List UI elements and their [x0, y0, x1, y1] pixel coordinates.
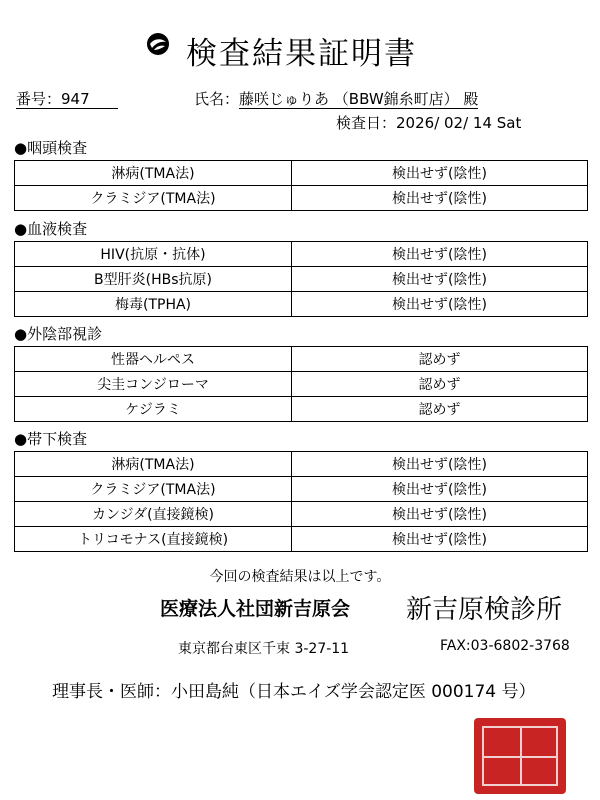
test-item: 梅毒(TPHA) [15, 292, 292, 317]
test-result: 検出せず(陰性) [292, 527, 588, 552]
table-row [15, 477, 588, 502]
section-heading-throat: ●咽頭検査 [14, 139, 88, 157]
table-row [15, 372, 588, 397]
table-row [15, 267, 588, 292]
red-seal-stamp-icon [474, 718, 566, 794]
results-table-throat [14, 160, 588, 211]
test-result: 検出せず(陰性) [292, 242, 588, 267]
test-item: クラミジア(TMA法) [15, 477, 292, 502]
date-value: 2026/ 02/ 14 Sat [396, 114, 522, 132]
clinic-emblem-icon [146, 32, 170, 56]
name-value: 藤咲じゅりあ （BBW錦糸町店） 殿 [239, 90, 479, 108]
certificate-number [16, 90, 118, 109]
test-item: HIV(抗原・抗体) [15, 242, 292, 267]
table-row [15, 452, 588, 477]
title-block [0, 28, 600, 72]
seal-pattern [482, 726, 558, 786]
issuer-fax: FAX:03-6802-3768 [440, 638, 570, 654]
table-row [15, 502, 588, 527]
test-result: 認めず [292, 372, 588, 397]
table-row [15, 347, 588, 372]
test-item: ケジラミ [15, 397, 292, 422]
table-row [15, 161, 588, 186]
exam-date [336, 114, 521, 132]
section-heading-discharge: ●帯下検査 [14, 430, 88, 448]
date-label: 検査日： [336, 114, 397, 132]
test-item: クラミジア(TMA法) [15, 186, 292, 211]
number-value: 947 [61, 90, 90, 108]
issuer-organization: 医療法人社団新吉原会 [160, 598, 351, 620]
results-table-external [14, 346, 588, 422]
page-title: 検査結果証明書 [186, 36, 417, 72]
table-row [15, 292, 588, 317]
test-result: 検出せず(陰性) [292, 452, 588, 477]
test-result: 認めず [292, 347, 588, 372]
table-row [15, 242, 588, 267]
test-result: 検出せず(陰性) [292, 186, 588, 211]
test-result: 検出せず(陰性) [292, 267, 588, 292]
test-result: 検出せず(陰性) [292, 477, 588, 502]
issuer-director: 理事長・医師：小田島純（日本エイズ学会認定医 000174 号） [52, 682, 536, 702]
results-table-discharge [14, 451, 588, 552]
name-label: 氏名： [194, 90, 240, 108]
test-result: 検出せず(陰性) [292, 502, 588, 527]
test-item: 性器ヘルペス [15, 347, 292, 372]
test-item: 淋病(TMA法) [15, 452, 292, 477]
closing-note: 今回の検査結果は以上です。 [209, 569, 391, 585]
table-row [15, 186, 588, 211]
test-item: 尖圭コンジローマ [15, 372, 292, 397]
section-heading-external: ●外陰部視診 [14, 325, 103, 343]
section-heading-blood: ●血液検査 [14, 220, 88, 238]
table-row [15, 527, 588, 552]
number-label: 番号： [16, 90, 62, 108]
test-result: 認めず [292, 397, 588, 422]
test-result: 検出せず(陰性) [292, 292, 588, 317]
table-row [15, 397, 588, 422]
results-table-blood [14, 241, 588, 317]
test-result: 検出せず(陰性) [292, 161, 588, 186]
issuer-clinic: 新吉原検診所 [406, 595, 563, 625]
patient-name [194, 90, 478, 108]
test-item: トリコモナス(直接鏡検) [15, 527, 292, 552]
issuer-address: 東京都台東区千束 3-27-11 [178, 641, 350, 657]
test-item: B型肝炎(HBs抗原) [15, 267, 292, 292]
test-item: カンジダ(直接鏡検) [15, 502, 292, 527]
test-item: 淋病(TMA法) [15, 161, 292, 186]
